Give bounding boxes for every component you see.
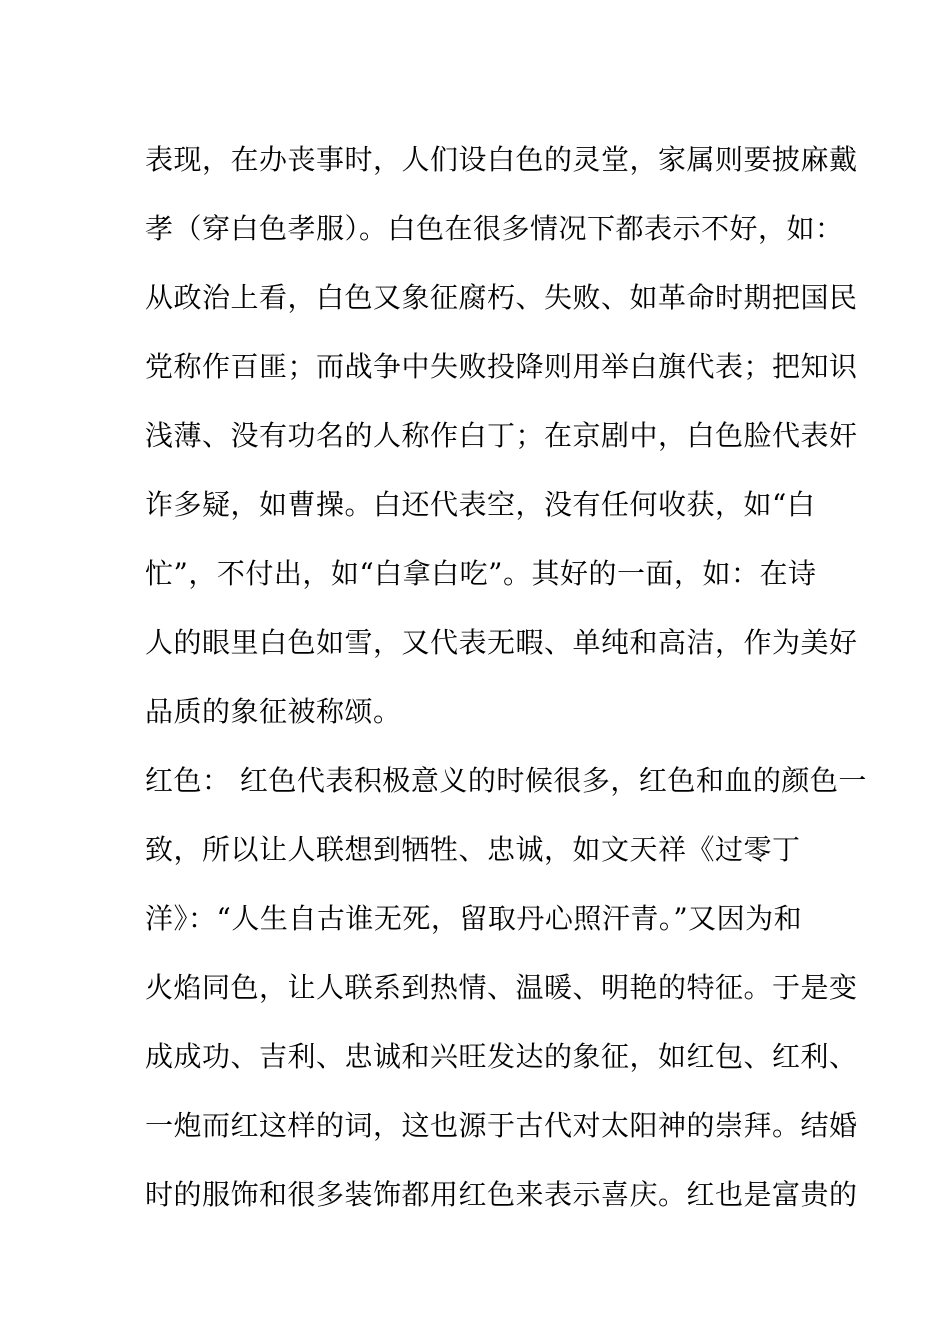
text-line: 火焰同色，让人联系到热情、温暖、明艳的特征。于是变 <box>145 971 858 1004</box>
text-line: 党称作百匪；而战争中失败投降则用举白旗代表；把知识 <box>145 350 858 383</box>
text-line: 品质的象征被称颂。 <box>145 695 402 728</box>
text-line: 人的眼里白色如雪，又代表无暇、单纯和高洁，作为美好 <box>145 626 858 659</box>
text-line: 诈多疑，如曹操。白还代表空，没有任何收获，如“白 <box>145 488 816 521</box>
text-line: 洋》：“人生自古谁无死，留取丹心照汗青。”又因为和 <box>145 902 803 935</box>
text-line: 忙”，不付出，如“白拿白吃”。其好的一面，如：在诗 <box>145 557 817 590</box>
text-line: 表现，在办丧事时，人们设白色的灵堂，家属则要披麻戴 <box>145 143 858 176</box>
text-line: 红色： 红色代表积极意义的时候很多，红色和血的颜色一 <box>145 764 867 797</box>
text-line: 成成功、吉利、忠诚和兴旺发达的象征，如红包、红利、 <box>145 1040 858 1073</box>
text-line: 孝（穿白色孝服）。白色在很多情况下都表示不好，如： <box>145 212 844 245</box>
text-line: 一炮而红这样的词，这也源于古代对太阳神的崇拜。结婚 <box>145 1109 858 1142</box>
text-line: 致，所以让人联想到牺牲、忠诚，如文天祥《过零丁 <box>145 833 801 866</box>
text-line: 从政治上看，白色又象征腐朽、失败、如革命时期把国民 <box>145 281 858 314</box>
text-line: 浅薄、没有功名的人称作白丁；在京剧中，白色脸代表奸 <box>145 419 858 452</box>
text-line: 时的服饰和很多装饰都用红色来表示喜庆。红也是富贵的 <box>145 1178 858 1211</box>
